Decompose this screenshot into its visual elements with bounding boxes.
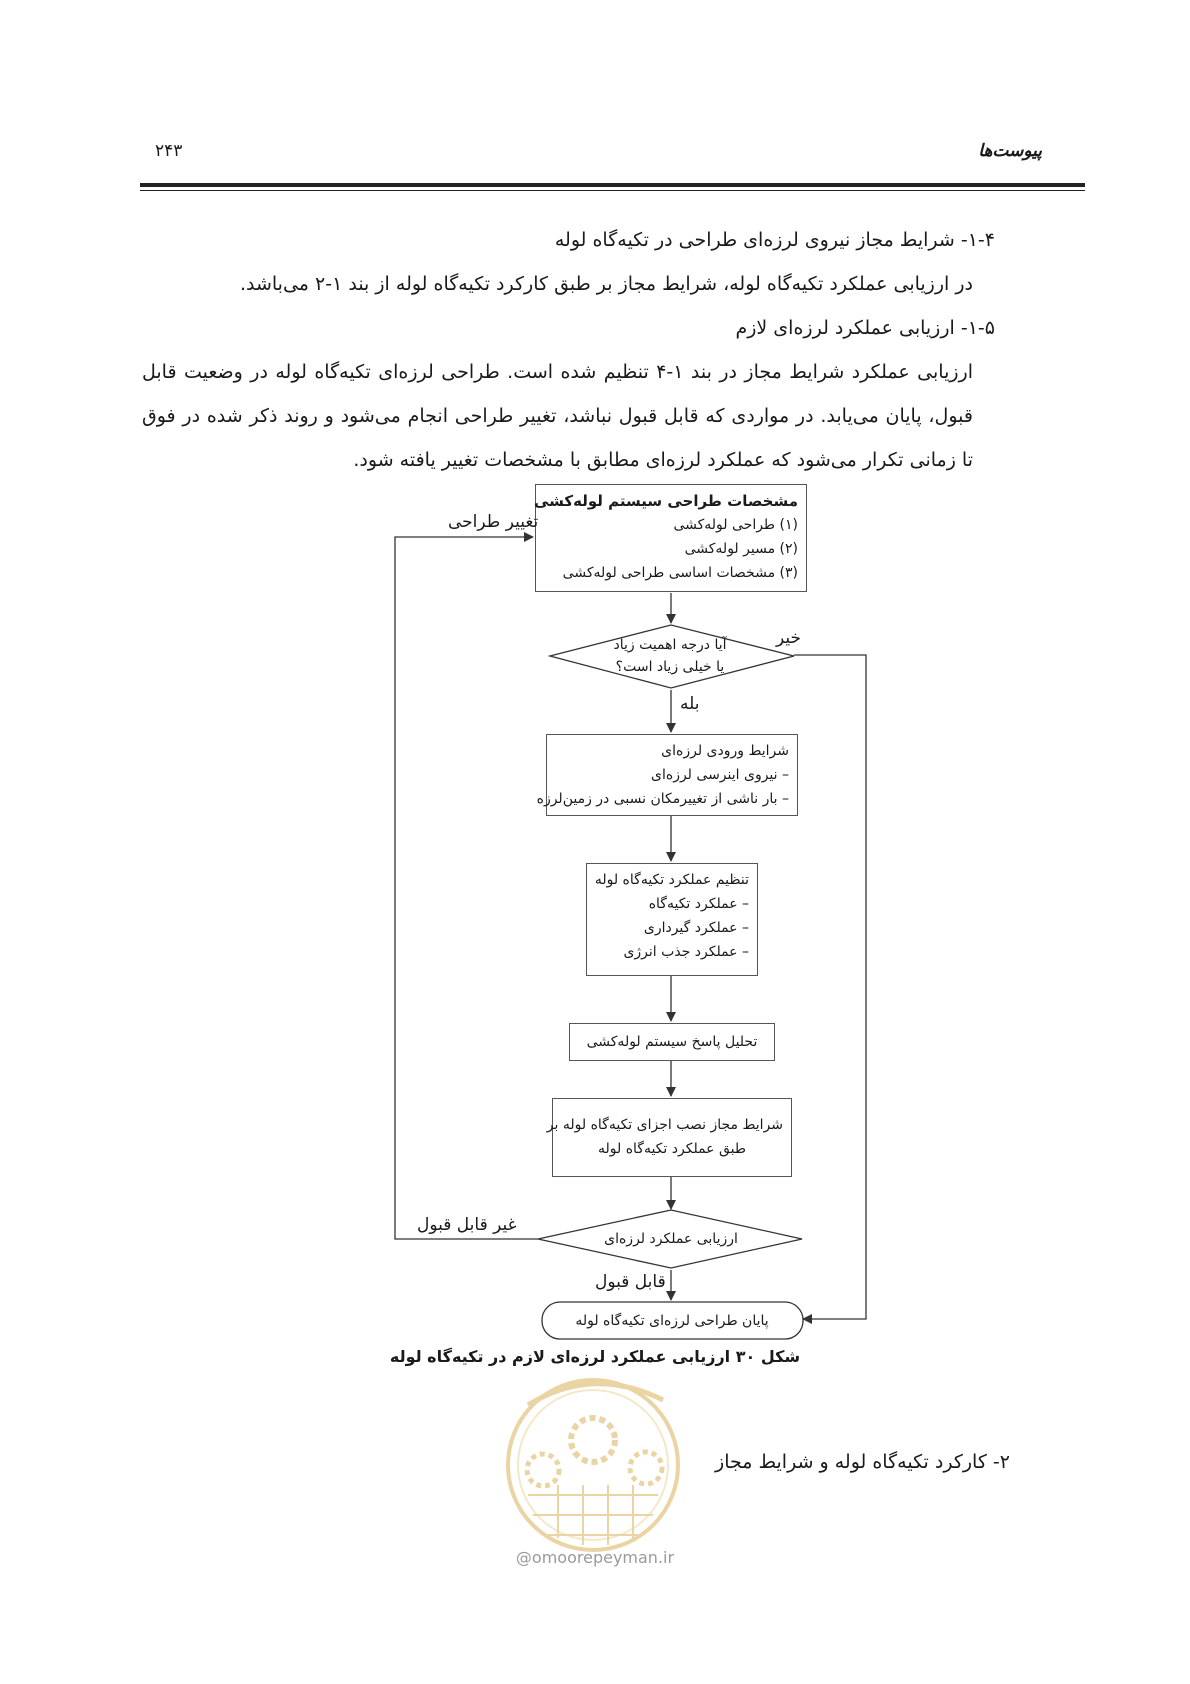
watermark-url: @omoorepeyman.ir [515,1548,675,1567]
section-1-4-text: در ارزیابی عملکرد تکیه‌گاه لوله، شرایط مجاز بر طبق کارکرد تکیه‌گاه لوله از بند ۱-۲ می‌باشد. [239,273,973,295]
box-allowable-conditions: شرایط مجاز نصب اجزای تکیه‌گاه لوله بر طبق عملکرد تکیه‌گاه لوله [552,1098,792,1177]
figure-caption: شکل ۳۰ ارزیابی عملکرد لرزه‌ای لازم در تکیه‌گاه لوله [389,1347,801,1366]
label-change-design: تغییر طراحی [448,512,539,532]
section-2-heading: ۲- کارکرد تکیه‌گاه لوله و شرایط مجاز [715,1451,1010,1473]
label-no: خیر [776,628,802,648]
box-seismic-input: شرایط ورودی لرزه‌ای – نیروی اینرسی لرزه‌ای – بار ناشی از تغییرمکان نسبی در زمین‌لرزه [546,734,798,816]
label-acceptable: قابل قبول [595,1272,666,1292]
section-1-5-heading: ۱-۵- ارزیابی عملکرد لرزه‌ای لازم [735,317,995,339]
end-terminal-text: پایان طراحی لرزه‌ای تکیه‌گاه لوله [575,1313,769,1329]
running-title: پیوست‌ها [978,141,1042,161]
label-unacceptable: غیر قابل قبول [417,1215,517,1235]
decision-importance-text: آیا درجه اهمیت زیاد یا خیلی زیاد است؟ [613,637,727,675]
decision-evaluation-text: ارزیابی عملکرد لرزه‌ای [604,1231,738,1247]
label-yes: بله [680,694,700,714]
arrow-unacceptable-to-spec [395,537,538,1239]
box-support-performance: تنظیم عملکرد تکیه‌گاه لوله – عملکرد تکیه‌گاه – عملکرد گیرداری – عملکرد جذب انرژی [586,863,758,976]
section-1-4-heading: ۱-۴- شرایط مجاز نیروی لرزه‌ای طراحی در تکیه‌گاه لوله [554,229,995,251]
box-response-analysis: تحلیل پاسخ سیستم لوله‌کشی [569,1023,775,1061]
arrow-no-to-end [794,655,866,1319]
page-number: ۲۴۳ [155,141,183,161]
watermark-logo [488,1360,698,1555]
section-1-5-text: ارزیابی عملکرد شرایط مجاز در بند ۱-۴ تنظیم شده است. طراحی لرزه‌ای تکیه‌گاه لوله در وضعیت قابل قبول، پایان می‌یابد. در مواردی که قابل قبول نباشد، تغییر طراحی انجام می‌شود و روند ذکر شده در فوق تا زمانی تکرار می‌شود که عملکرد لرزه‌ای مطابق با مشخصات تغییر یافته شود. [142,361,973,471]
box-design-spec: مشخصات طراحی سیستم لوله‌کشی (۱) طراحی لوله‌کشی (۲) مسیر لوله‌کشی (۳) مشخصات اساسی طراحی لوله‌کشی [535,484,807,592]
